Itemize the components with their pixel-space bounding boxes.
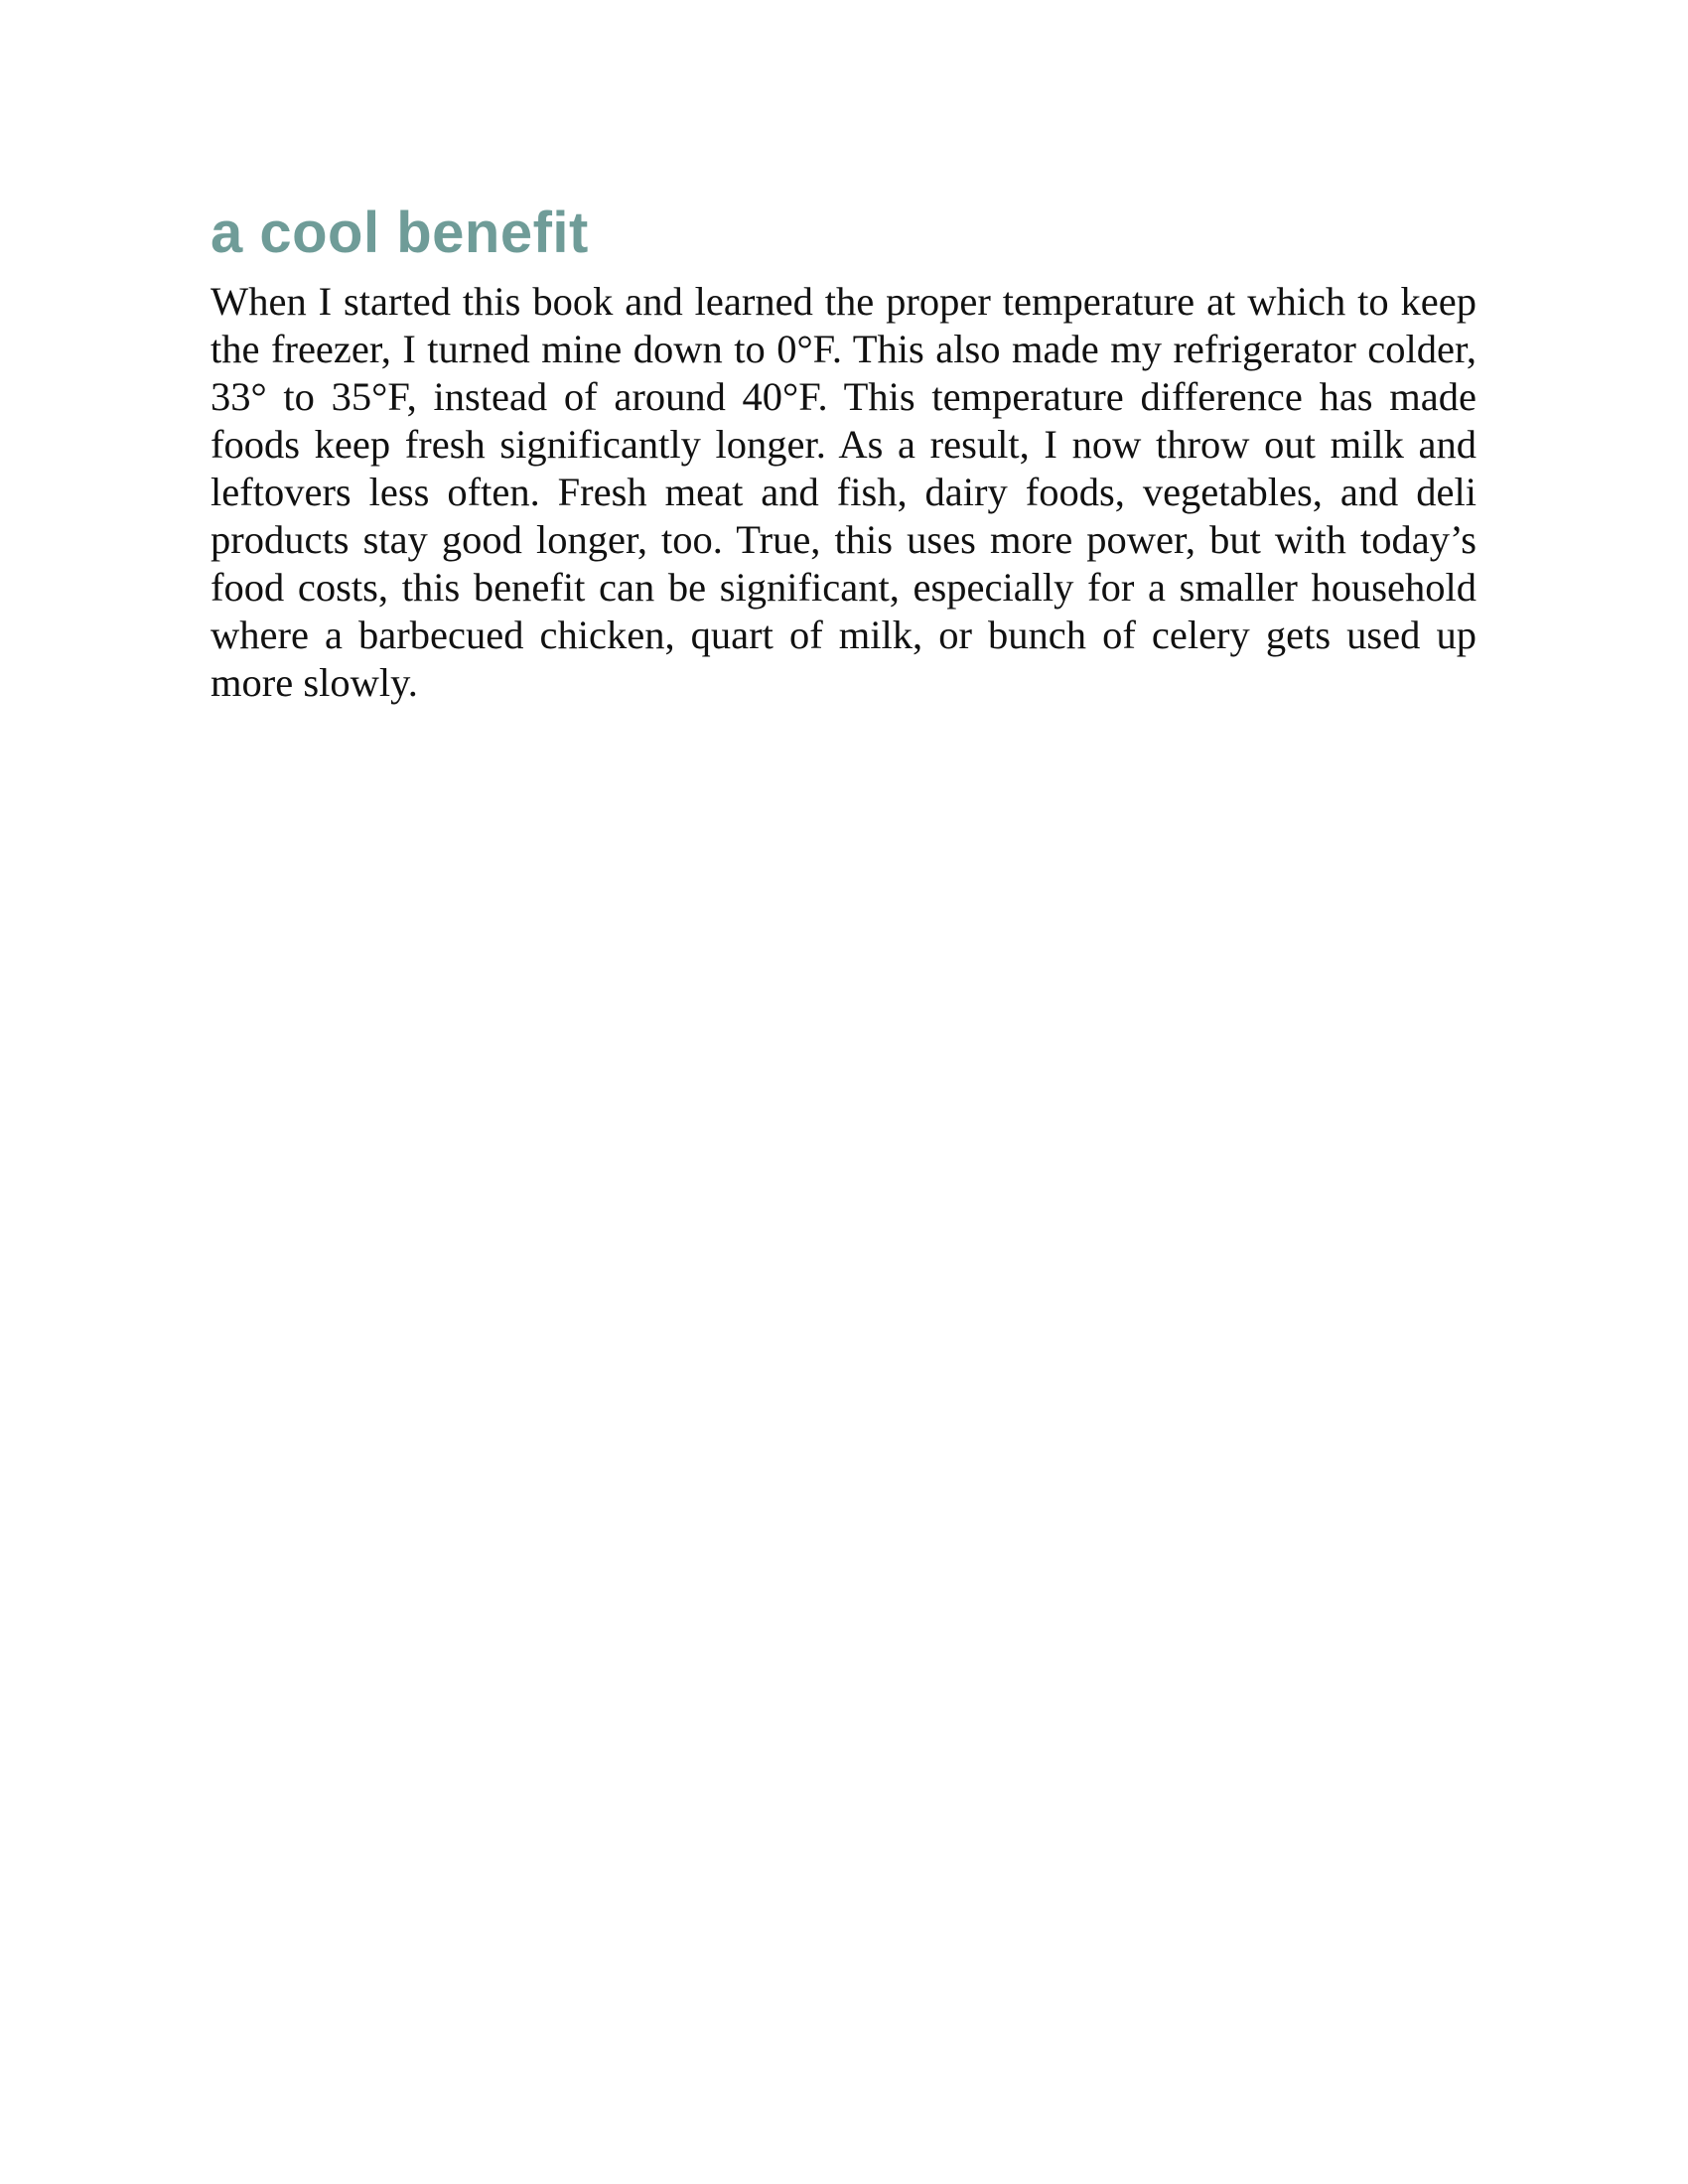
section-heading: a cool benefit bbox=[211, 201, 589, 265]
body-paragraph: When I started this book and learned the proper temperature at which to keep the freezer, I turned mine down to 0°F. This also made my refrigerator colder, 33° to 35°F, instead of around 40°F. This temperature difference has made foods keep fresh significantly longer. As a result, I now throw out milk and leftovers less often. Fresh meat and fish, dairy foods, vegetables, and deli products stay good longer, too. True, this uses more power, but with today’s food costs, this benefit can be significant, especially for a smaller household where a barbecued chicken, quart of milk, or bunch of celery gets used up more slowly. bbox=[211, 279, 1477, 705]
